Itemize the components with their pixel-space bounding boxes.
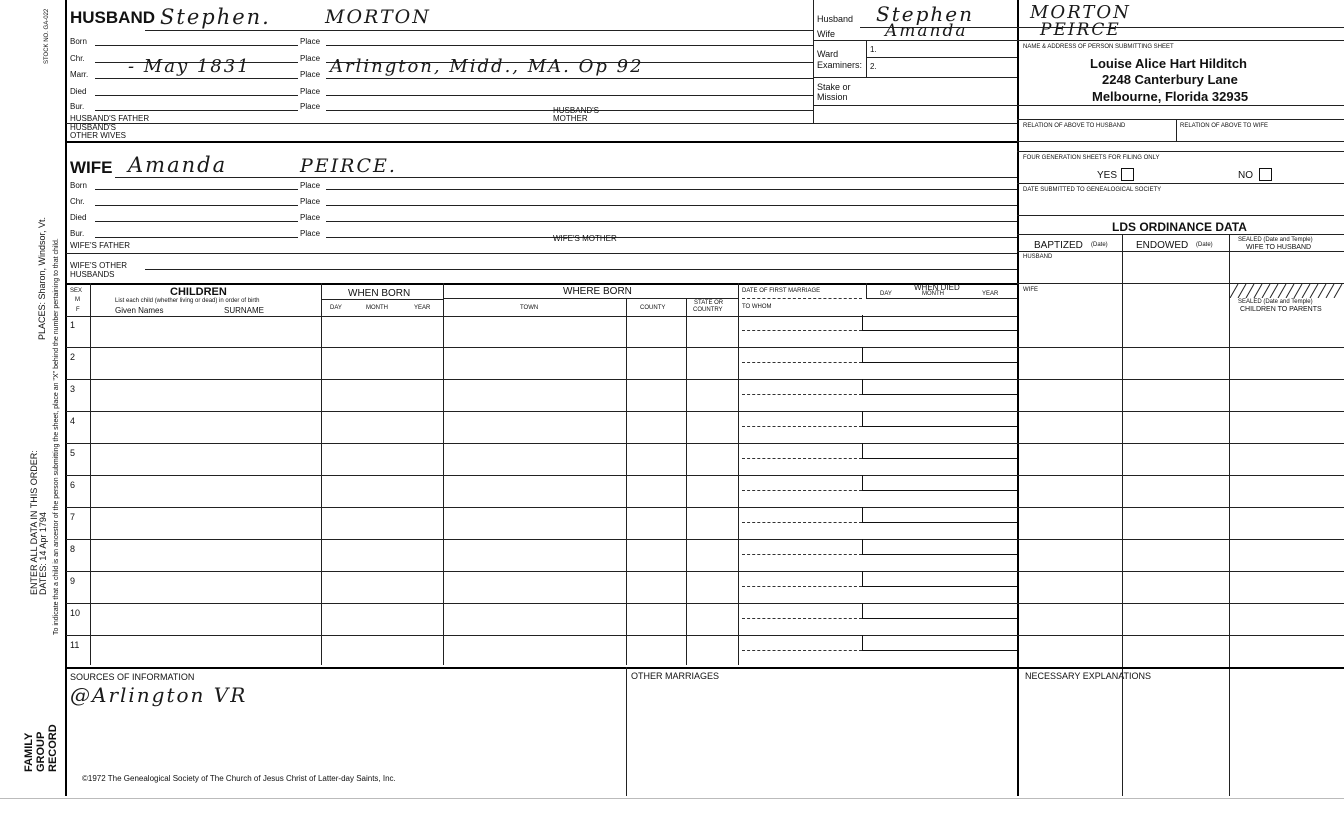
wife-bur-place-field[interactable] (326, 237, 1017, 238)
form-title-family: FAMILY (23, 732, 35, 772)
marriage-date-dashes[interactable] (742, 650, 862, 651)
wife-died-place-field[interactable] (326, 221, 1017, 222)
fourgen-top-line (1017, 151, 1344, 152)
husband-died-field[interactable] (95, 95, 298, 96)
when-died-box[interactable] (862, 379, 1017, 395)
marriage-date-dashes[interactable] (742, 554, 862, 555)
wife-born-place-label: Place (300, 181, 321, 190)
wife-chr-label: Chr. (70, 197, 85, 206)
other-marriages-label: OTHER MARRIAGES (631, 671, 720, 681)
wife-section-bottom (66, 283, 1017, 285)
when-died-box[interactable] (862, 411, 1017, 427)
children-note: List each child (whether living or dead) in order of birth (115, 298, 260, 304)
submitter-name[interactable]: Louise Alice Hart Hilditch (1090, 56, 1247, 71)
lds-row-line (1017, 347, 1344, 348)
husband-died-label: Died (70, 87, 87, 96)
child-row-number: 4 (70, 416, 76, 426)
when-born-subline (321, 299, 443, 300)
header-wife-surname[interactable]: PEIRCE (1040, 20, 1121, 40)
other-marriages-divider (626, 667, 627, 796)
husband-died-place-field[interactable] (326, 95, 813, 96)
examiner-1-line (866, 57, 1017, 58)
ancestor-instruction: To indicate that a child is an ancestor of the person submitting the sheet, place an "X" behind the number pertaining to that child. (53, 238, 60, 635)
examiner-2[interactable]: 2. (870, 62, 877, 71)
lds-title: LDS ORDINANCE DATA (1112, 220, 1247, 234)
marriage-date-dashes[interactable] (742, 330, 862, 331)
died-day-label: DAY (880, 291, 892, 297)
header-husband-surname[interactable]: MORTON (1030, 2, 1131, 23)
husband-father-label: HUSBAND'S FATHER (70, 114, 150, 123)
submitter-street[interactable]: 2248 Canterbury Lane (1102, 72, 1238, 87)
when-died-box[interactable] (862, 635, 1017, 651)
husband-born-field[interactable] (95, 45, 298, 46)
submitter-label: NAME & ADDRESS OF PERSON SUBMITTING SHEET (1023, 44, 1174, 50)
husband-marr-label: Marr. (70, 70, 89, 79)
when-died-box[interactable] (862, 603, 1017, 619)
lds-col-divider-2 (1229, 234, 1230, 796)
when-born-label: WHEN BORN (348, 288, 411, 299)
sources-value[interactable]: @Arlington VR (70, 683, 248, 707)
husband-marr-date[interactable]: - May 1831 (128, 56, 251, 77)
sex-label: SEX (70, 288, 83, 294)
fourgen-no-label: NO (1238, 170, 1253, 181)
child-row-number: 11 (70, 640, 80, 650)
husband-born-place-field[interactable] (326, 45, 813, 46)
relation-wife-label: RELATION OF ABOVE TO WIFE (1180, 123, 1269, 129)
when-died-box[interactable] (862, 539, 1017, 555)
wife-bur-place-label: Place (300, 229, 321, 238)
when-died-label: WHEN DIED (914, 283, 960, 292)
endowed-date-label: (Date) (1196, 242, 1213, 248)
relation-husband-label: RELATION OF ABOVE TO HUSBAND (1023, 123, 1126, 129)
mission-bottom-line (813, 105, 1017, 106)
wife-bur-label: Bur. (70, 229, 85, 238)
child-row-number: 5 (70, 448, 76, 458)
given-names-label: Given Names (115, 306, 164, 315)
lds-husband-label: HUSBAND (1023, 254, 1053, 260)
header-wife-line (813, 40, 1344, 41)
town-label: TOWN (520, 305, 539, 311)
wife-given-name[interactable]: Amanda (128, 153, 228, 177)
baptized-label: BAPTIZED (1034, 240, 1083, 251)
marriage-date-dashes[interactable] (742, 362, 862, 363)
sealed-children-label-2: CHILDREN TO PARENTS (1240, 306, 1322, 313)
children-heading: CHILDREN (170, 286, 227, 298)
header-wife-given[interactable]: Amanda (885, 21, 968, 41)
sealed-children-label-1: SEALED (Date and Temple) (1238, 299, 1313, 305)
submitter-city[interactable]: Melbourne, Florida 32935 (1092, 89, 1249, 104)
state-label-2: COUNTRY (693, 307, 723, 313)
lds-title-line (1017, 234, 1344, 235)
lds-row-line (1017, 379, 1344, 380)
wife-other-husbands-label: WIFE'S OTHER HUSBANDS (70, 261, 128, 279)
sealed-wife-label-1: SEALED (Date and Temple) (1238, 237, 1313, 243)
relation-divider (1176, 119, 1177, 141)
lds-row-line (1017, 603, 1344, 604)
stock-number: STOCK NO. GA-022 (44, 8, 50, 64)
child-row-number: 7 (70, 512, 76, 522)
wife-surname[interactable]: PEIRCE. (300, 155, 397, 177)
marriage-date-dashes[interactable] (742, 490, 862, 491)
header-wife-label: Wife (817, 29, 835, 39)
child-row-number: 9 (70, 576, 76, 586)
husband-parents-line (66, 123, 1017, 124)
wife-name-line (115, 177, 1017, 178)
husband-given-name[interactable]: Stephen. (160, 5, 271, 29)
wife-bur-field[interactable] (95, 237, 298, 238)
marriage-date-dashes[interactable] (742, 618, 862, 619)
lds-wife-label: WIFE (1023, 287, 1038, 293)
lds-col-divider-1 (1122, 234, 1123, 796)
form-title-group: GROUP (35, 731, 47, 772)
wife-heading: WIFE (70, 158, 113, 177)
to-whom-label: TO WHOM (742, 304, 772, 310)
where-born-label: WHERE BORN (563, 286, 632, 297)
lds-row-line (1017, 571, 1344, 572)
wife-father-label: WIFE'S FATHER (70, 241, 131, 250)
died-month-label: MONTH (922, 291, 944, 297)
date-submitted-label: DATE SUBMITTED TO GENEALOGICAL SOCIETY (1023, 187, 1162, 193)
sex-m-label: M (75, 297, 80, 303)
dates-order: DATES: 14 Apr 1794 (38, 512, 48, 595)
husband-marr-place[interactable]: Arlington, Midd., MA. Op 92 (330, 56, 644, 77)
page-bottom-edge (0, 798, 1344, 799)
sealed-hatch-box (1230, 284, 1344, 298)
wife-chr-place-field[interactable] (326, 205, 1017, 206)
fourgen-yes-checkbox[interactable] (1121, 168, 1134, 181)
born-day-label: DAY (330, 305, 342, 311)
form-title-record: RECORD (47, 724, 59, 772)
examiners-divider (866, 40, 867, 77)
wife-chr-field[interactable] (95, 205, 298, 206)
lds-row-line (1017, 539, 1344, 540)
first-marriage-dashes (742, 298, 862, 299)
when-died-box[interactable] (862, 315, 1017, 331)
husband-marr-place-field[interactable] (326, 78, 813, 79)
marriage-date-dashes[interactable] (742, 586, 862, 587)
wife-died-field[interactable] (95, 221, 298, 222)
husband-section-bottom (66, 141, 1017, 143)
wife-parents-line (66, 253, 1017, 254)
when-died-box[interactable] (862, 571, 1017, 587)
fourgen-no-checkbox[interactable] (1259, 168, 1272, 181)
copyright: ©1972 The Genealogical Society of The Church of Jesus Christ of Latter-day Saints, Inc. (82, 774, 396, 783)
husband-died-place-label: Place (300, 87, 321, 96)
col-died-header-divider (866, 283, 867, 298)
ward-label: Ward (817, 49, 839, 59)
marriage-date-dashes[interactable] (742, 522, 862, 523)
county-label: COUNTY (640, 305, 666, 311)
sex-f-label: F (76, 307, 80, 313)
when-died-box[interactable] (862, 443, 1017, 459)
husband-surname[interactable]: MORTON (325, 6, 431, 28)
lds-row-line (1017, 635, 1344, 636)
lds-row-line (1017, 475, 1344, 476)
child-row-number: 2 (70, 352, 76, 362)
when-died-subline (866, 298, 1017, 299)
lds-row-line (1017, 411, 1344, 412)
lds-row-line (1017, 443, 1344, 444)
wife-mother-label: WIFE'S MOTHER (553, 234, 617, 243)
husband-born-label: Born (70, 37, 87, 46)
wife-died-label: Died (70, 213, 87, 222)
bottom-section-top (66, 667, 1344, 669)
relation-top-line (1017, 119, 1344, 120)
relation-bottom-line (1017, 141, 1344, 142)
stake-label: Stake or (817, 82, 851, 92)
date-submitted-top-line (1017, 183, 1344, 184)
necessary-explanations-label: NECESSARY EXPLANATIONS (1025, 671, 1152, 681)
died-year-label: YEAR (982, 291, 999, 297)
marriage-date-dashes[interactable] (742, 458, 862, 459)
lds-header-line (1017, 251, 1344, 252)
marriage-date-dashes[interactable] (742, 394, 862, 395)
when-died-box[interactable] (862, 475, 1017, 491)
baptized-date-label: (Date) (1091, 242, 1108, 248)
husband-bur-place-label: Place (300, 102, 321, 111)
stake-top-line (813, 77, 1017, 78)
fourgen-label: FOUR GENERATION SHEETS FOR FILING ONLY (1023, 155, 1160, 161)
wife-born-label: Born (70, 181, 87, 190)
marriage-date-dashes[interactable] (742, 426, 862, 427)
when-died-box[interactable] (862, 347, 1017, 363)
mission-label: Mission (817, 92, 848, 102)
husband-bur-field[interactable] (95, 110, 298, 111)
husband-chr-label: Chr. (70, 54, 85, 63)
husband-marr-field[interactable] (95, 78, 298, 79)
husband-mother-label: HUSBAND'S MOTHER (553, 106, 599, 123)
endowed-label: ENDOWED (1136, 240, 1189, 251)
state-label-1: STATE OR (694, 300, 724, 306)
child-row-number: 8 (70, 544, 76, 554)
examiners-label: Examiners: (817, 60, 863, 70)
child-row-number: 6 (70, 480, 76, 490)
husband-born-place-label: Place (300, 37, 321, 46)
wife-died-place-label: Place (300, 213, 321, 222)
header-husband-given[interactable]: Stephen (876, 2, 974, 26)
sources-label: SOURCES OF INFORMATION (70, 672, 195, 682)
surname-label: SURNAME (224, 306, 265, 315)
husband-chr-place-label: Place (300, 54, 321, 63)
where-born-subline (443, 298, 738, 299)
first-marriage-label: DATE OF FIRST MARRIAGE (742, 288, 821, 294)
wife-born-place-field[interactable] (326, 189, 1017, 190)
date-submitted-bottom-line (1017, 215, 1344, 216)
wife-other-husbands-field[interactable] (145, 269, 1017, 270)
wife-born-field[interactable] (95, 189, 298, 190)
born-month-label: MONTH (366, 305, 388, 311)
examiner-1[interactable]: 1. (870, 45, 877, 54)
husband-marr-place-label: Place (300, 70, 321, 79)
fourgen-yes-label: YES (1097, 170, 1118, 181)
child-row-number: 1 (70, 320, 76, 330)
husband-name-line (145, 30, 813, 31)
husband-bur-label: Bur. (70, 102, 85, 111)
born-year-label: YEAR (414, 305, 431, 311)
submitter-bottom-line (1017, 105, 1344, 106)
wife-chr-place-label: Place (300, 197, 321, 206)
when-died-box[interactable] (862, 507, 1017, 523)
enter-data-order: ENTER ALL DATA IN THIS ORDER: (29, 450, 39, 595)
places-order: PLACES: Sharon, Windsor, Vt. (37, 216, 47, 340)
husband-heading: HUSBAND (70, 8, 155, 27)
lds-row-line (1017, 507, 1344, 508)
sealed-wife-label-2: WIFE TO HUSBAND (1246, 244, 1312, 251)
child-row-number: 10 (70, 608, 81, 618)
header-husband-label: Husband (817, 14, 854, 24)
husband-other-wives-label: HUSBAND'S OTHER WIVES (70, 123, 127, 140)
child-row-number: 3 (70, 384, 76, 394)
